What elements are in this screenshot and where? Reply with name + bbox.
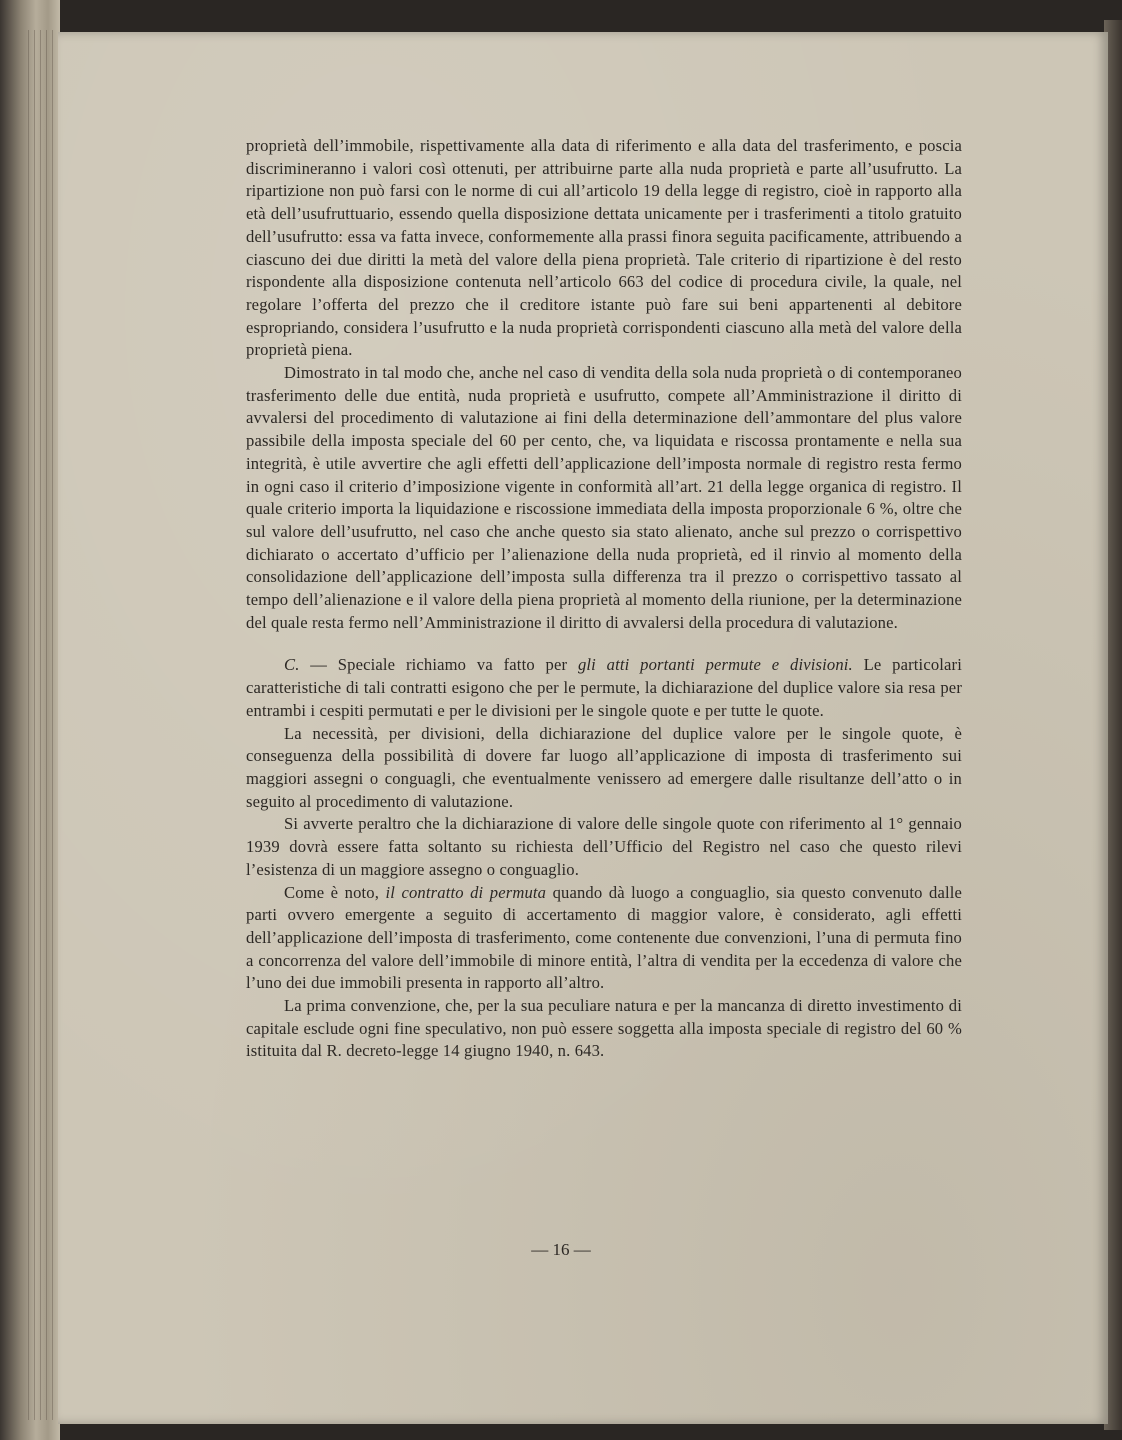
permuta-italic: il contratto di permuta xyxy=(385,882,547,902)
paragraph-necessita: La necessità, per divisioni, della dichiarazione del duplice valore per le singole quote, è conseguenza della possibilità di dovere far luogo all’applicazione di imposta di trasferimento sui maggiori assegni o conguagli, che eventualmente venissero ad emergere dalle risultanze dell’atto o in seguito al procedimento di valutazione. xyxy=(246,723,962,811)
page-number: — 16 — xyxy=(531,1240,591,1259)
section-c-label: C. xyxy=(284,655,300,675)
paragraph-section-c xyxy=(246,654,962,722)
binding-page-edges xyxy=(28,30,58,1420)
section-c-italic: gli atti portanti permute e divisioni. xyxy=(577,655,853,675)
section-c-rest: Le particolari caratteristiche di tali contratti esigono che per le permute, la dichiarazione del duplice valore sia resa per entrambi i cespiti permutati e per le divisioni per le singole quote e per tutte le quote. xyxy=(246,655,962,720)
paragraph-permuta xyxy=(246,882,962,996)
section-gap xyxy=(246,634,962,654)
permuta-rest: quando dà luogo a conguaglio, sia questo convenuto dalle parti ovvero emergente a seguito di accertamento di maggior valore, è considerato, agli effetti dell’applicazione dell’imposta di trasferimento, come contenente due convenzioni, l’una di permuta fino a concorrenza del valore dell’immobile di minore entità, l’altra di vendita per la eccedenza di valore che l’uno dei due immobili presenta in rapporto all’altro. xyxy=(246,882,963,993)
paragraph-si-avverte: Si avverte peraltro che la dichiarazione di valore delle singole quote con riferimento al 1° gennaio 1939 dovrà essere fatta soltanto su richiesta dell’Ufficio del Registro nel caso che questo rilevi l’esistenza di un maggiore assegno o conguaglio. xyxy=(246,814,962,879)
paragraph-dimostrato: Dimostrato in tal modo che, anche nel caso di vendita della sola nuda proprietà o di contemporaneo trasferimento delle due entità, nuda proprietà e usufrutto, compete all’Amministrazione il diritto di avvalersi del procedimento di valutazione ai fini della determinazione dell’ammontare del plus valore passibile della imposta speciale del 60 per cento, che, va liquidata e riscossa prontamente e nella sua integrità, è utile avvertire che agli effetti dell’applicazione dell’imposta normale di registro resta fermo in ogni caso il criterio d’imposizione vigente in conformità all’art. 21 della legge organica di registro. Il quale criterio importa la liquidazione e riscossione immediata della imposta proporzionale 6 %, oltre che sul valore dell’usufrutto, nel caso che anche questo sia stato alienato, anche sul prezzo o corrispettivo dichiarato o accertato d’ufficio per l’alienazione della nuda proprietà, ed il rinvio al momento della consolidazione dell’applicazione dell’imposta sulla differenza tra il prezzo o corrispettivo tassato al tempo dell’alienazione e il valore della piena proprietà al momento della riunione, per la determinazione del quale resta fermo nell’Amministrazione il diritto di avvalersi della procedura di valutazione. xyxy=(246,363,962,632)
paragraph-usufrutto-continuation: proprietà dell’immobile, rispettivamente alla data di riferimento e alla data del trasferimento, e poscia discrimineranno i valori così ottenuti, per attribuirne parte alla nuda proprietà e parte all’usufrutto. La ripartizione non può farsi con le norme di cui all’articolo 19 della legge di registro, cioè in rapporto alla età dell’usufruttuario, essendo quella disposizione dettata unicamente per i trasferimenti a titolo gratuito dell’usufrutto: essa va fatta invece, conformemente alla prassi finora seguita pacificamente, attribuendo a ciascuno dei due diritti la metà del valore della piena proprietà. Tale criterio di ripartizione è del resto rispondente alla disposizione contenuta nell’articolo 663 del codice di procedura civile, la quale, nel regolare l’offerta del prezzo che il creditore istante può fare sui beni appartenenti al debitore espropriando, considera l’usufrutto e la nuda proprietà corrispondenti ciascuno alla metà del valore della proprietà piena. xyxy=(246,136,962,360)
section-c-lead: — Speciale richiamo va fatto per xyxy=(299,655,578,675)
permuta-lead: Come è noto, xyxy=(284,882,386,902)
body-text xyxy=(246,135,962,1063)
paragraph-prima-convenzione: La prima convenzione, che, per la sua peculiare natura e per la mancanza di diretto investimento di capitale esclude ogni fine speculativo, non può essere soggetta alla imposta speciale di registro del 60 % istituita dal R. decreto-legge 14 giugno 1940, n. 643. xyxy=(246,996,962,1061)
